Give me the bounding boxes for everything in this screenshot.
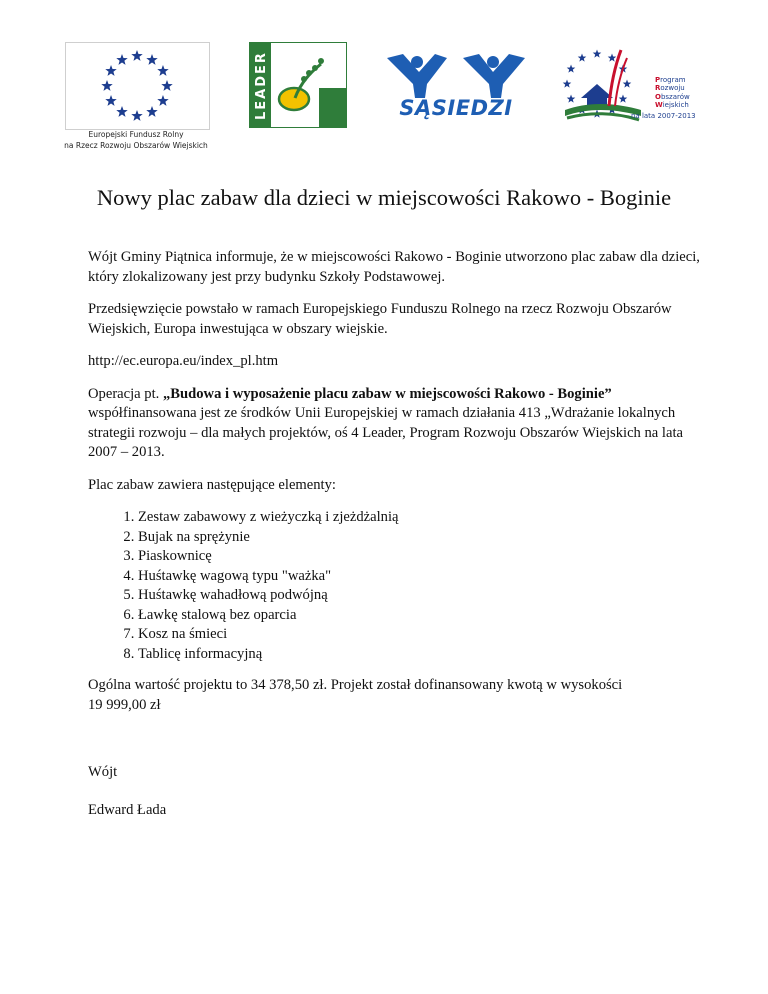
eu-star-icon — [161, 80, 172, 91]
prow-logo — [557, 44, 707, 126]
project-value-line2: 19 999,00 zł — [88, 696, 161, 713]
prow-word: iejskich — [662, 101, 689, 110]
project-value-paragraph — [88, 676, 700, 715]
signature-name: Edward Łada — [88, 801, 167, 818]
leader-wordmark: LEADER — [254, 51, 269, 120]
prow-star-icon — [563, 80, 572, 88]
list-item: 4. Huśtawkę wagową typu "ważka" — [138, 567, 700, 587]
list-intro: Plac zabaw zawiera następujące elementy: — [88, 476, 336, 493]
eu-star-icon — [146, 106, 157, 117]
playground-items-list — [88, 508, 700, 664]
prow-star-icon — [619, 95, 628, 103]
eu-star-icon — [157, 65, 168, 76]
prow-star-icon — [578, 54, 587, 62]
eu-star-icon — [116, 106, 127, 117]
eu-star-icon — [116, 54, 127, 65]
sasiedzi-logo — [385, 50, 527, 124]
prow-star-icon — [567, 95, 576, 103]
eu-caption-line1: Europejski Fundusz Rolny — [88, 130, 184, 139]
sasiedzi-wordmark: SĄSIEDZI — [399, 96, 513, 120]
list-item: 8. Tablicę informacyjną — [138, 645, 700, 665]
list-item: 3. Piaskownicę — [138, 547, 700, 567]
eu-url: http://ec.europa.eu/index_pl.htm — [88, 353, 279, 369]
eu-caption-line2: na Rzecz Rozwoju Obszarów Wiejskich — [64, 141, 208, 150]
eu-star-icon — [101, 80, 112, 91]
prow-initial: O — [655, 92, 661, 101]
prow-initial: W — [655, 101, 663, 110]
document-body — [88, 248, 700, 833]
eu-fund-caption — [56, 129, 216, 151]
eu-star-icon — [105, 95, 116, 106]
eu-stars-circle — [66, 43, 209, 129]
prow-word: bszarów — [660, 92, 690, 101]
operation-title: „Budowa i wyposażenie placu zabaw w miejscowości Rakowo - Boginie” — [162, 385, 612, 402]
prow-wordmark — [655, 76, 715, 110]
signature-role: Wójt — [88, 764, 118, 780]
eu-star-icon — [105, 65, 116, 76]
fund-paragraph: Przedsięwzięcie powstało w ramach Europejskiego Funduszu Rolnego na rzecz Rozwoju Obszarów Wiejskich, Europa inwestująca w obszary wiejskie. — [88, 301, 672, 337]
leader-seed-shape — [279, 88, 309, 110]
prow-star-icon — [593, 50, 602, 58]
operation-prefix: Operacja pt. — [88, 385, 163, 402]
eu-flag — [65, 42, 210, 130]
eu-star-icon — [131, 50, 142, 61]
list-item: 5. Huśtawkę wahadłową podwójną — [138, 586, 700, 606]
prow-star-icon — [608, 54, 617, 62]
prow-initial: R — [655, 84, 661, 93]
document-title: Nowy plac zabaw dla dzieci w miejscowości Rakowo - Boginie — [96, 185, 672, 210]
list-item: 6. Ławkę stalową bez oparcia — [138, 606, 700, 626]
project-value-line1: Ogólna wartość projektu to 34 378,50 zł. Projekt został dofinansowany kwotą w wysokości — [88, 677, 623, 693]
leader-logo — [249, 42, 347, 128]
operation-paragraph — [88, 385, 700, 463]
operation-description: współfinansowana jest ze środków Unii Europejskiej w ramach działania 413 „Wdrażanie lokalnych strategii rozwoju – dla małych projektów, oś 4 Leader, Program Rozwoju Obszarów Wiejskich na lata 2007 – 2013. — [88, 405, 683, 460]
prow-word: ozwoju — [660, 84, 685, 93]
sasiedzi-figures-icon — [385, 50, 527, 100]
eu-star-icon — [131, 110, 142, 121]
list-item: 1. Zestaw zabawowy z wieżyczką i zjeżdżalnią — [138, 508, 700, 528]
prow-star-icon — [623, 80, 632, 88]
prow-years: na lata 2007-2013 — [631, 112, 696, 120]
intro-paragraph: Wójt Gminy Piątnica informuje, że w miejscowości Rakowo - Boginie utworzono plac zabaw dla dzieci, który zlokalizowany jest przy budynku Szkoły Podstawowej. — [88, 249, 700, 285]
list-item: 7. Kosz na śmieci — [138, 625, 700, 645]
eu-star-icon — [146, 54, 157, 65]
logo-header — [0, 0, 768, 160]
eu-star-icon — [157, 95, 168, 106]
prow-star-icon — [567, 65, 576, 73]
prow-initial: P — [655, 76, 661, 84]
list-item: 2. Bujak na sprężynie — [138, 528, 700, 548]
prow-word: rogram — [660, 76, 686, 84]
